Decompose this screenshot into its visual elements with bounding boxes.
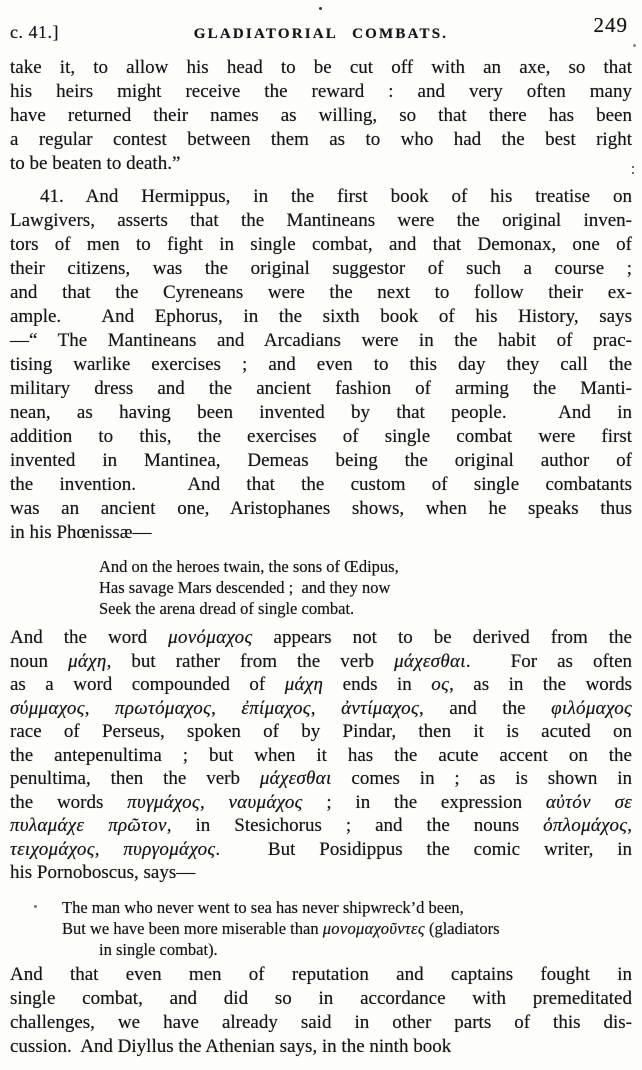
scan-speck — [319, 7, 322, 10]
text-line: and that the Cyreneans were the next to follow their ex- — [10, 282, 632, 303]
text-line: ample. And Ephorus, in the sixth book of his History, says — [10, 306, 632, 327]
text-line: his Pornoboscus, says— — [10, 862, 196, 883]
running-title: GLADIATORIAL COMBATS. — [193, 26, 449, 42]
text-line: single combat, and did so in accordance with premeditated — [10, 987, 632, 1009]
scan-speck — [34, 905, 37, 908]
text-line: in single combat). — [99, 939, 218, 959]
text-block — [10, 56, 632, 1059]
text-line: τειχομάχος, πυργομάχος. But Posidippus the comic writer, in — [10, 838, 632, 860]
page-number: 249 — [593, 13, 628, 37]
text-line: take it, to allow his head to be cut off with an axe, so that — [10, 57, 632, 78]
text-line: Lawgivers, asserts that the Mantineans were the original inven- — [10, 210, 632, 231]
scan-speck — [633, 44, 636, 47]
scan-speck — [632, 166, 634, 168]
text-line: nean, as having been invented by that people. And in — [10, 402, 632, 423]
text-line: challenges, we have already said in other parts of this dis- — [10, 1011, 632, 1033]
text-line: addition to this, the exercises of single combat were first — [10, 426, 632, 447]
text-line: And on the heroes twain, the sons of Œdipus, — [99, 557, 399, 576]
chapter-marker: c. 41.] — [10, 22, 59, 42]
text-line: cussion. And Diyllus the Athenian says, in the ninth book — [10, 1035, 452, 1057]
paragraph — [10, 963, 632, 1059]
text-line: as a word compounded of μάχη ends in ος, as in the words — [10, 674, 633, 695]
text-line: Seek the arena dread of single combat. — [99, 599, 355, 618]
text-line: the invention. And that the custom of single combatants — [10, 474, 632, 495]
text-line: πυλαμάχε πρῶτον, in Stesichorus ; and the nouns ὁπλομάχος, — [10, 815, 633, 836]
text-line: race of Perseus, spoken of by Pindar, then it is acuted on — [10, 721, 632, 742]
running-head — [10, 14, 632, 46]
text-line: military dress and the ancient fashion of arming the Manti- — [10, 378, 632, 399]
scan-speck — [632, 172, 634, 174]
verse-quote — [99, 556, 632, 619]
paragraph — [10, 56, 632, 176]
text-line: his heirs might receive the reward : and very often many — [10, 81, 632, 102]
text-line: 41. And Hermippus, in the first book of his treatise on — [40, 186, 632, 207]
text-line: Has savage Mars descended ; and they now — [99, 578, 391, 597]
text-line: in his Phœnissæ— — [10, 522, 152, 543]
text-line: invented in Mantinea, Demeas being the original author of — [10, 450, 632, 471]
text-line: the antepenultima ; but when it has the acute accent on the — [10, 744, 632, 766]
text-line: The man who never went to sea has never shipwreck’d been, — [62, 897, 464, 917]
text-line: a regular contest between them as to who had the best right — [10, 129, 632, 150]
text-line: the words πυγμάχος, ναυμάχος ; in the expression αὐτόν σε — [10, 791, 633, 813]
text-line: tising warlike exercises ; and even to this day they call the — [10, 354, 632, 375]
text-line: penultima, then the verb μάχεσθαι comes in ; as is shown in — [10, 768, 632, 789]
text-line: their citizens, was the original suggestor of such a course ; — [10, 258, 632, 279]
text-line: to be beaten to death.” — [10, 153, 181, 174]
text-line: was an ancient one, Aristophanes shows, when he speaks thus — [10, 498, 632, 519]
text-line: —“ The Mantineans and Arcadians were in the habit of prac- — [10, 330, 632, 351]
text-line: And the word μονόμαχος appears not to be derived from the — [10, 627, 632, 648]
text-line: But we have been more miserable than μονομαχοῦντες (gladiators — [62, 918, 500, 938]
text-line: have returned their names as willing, so that there has been — [10, 105, 632, 126]
text-line: noun μάχη, but rather from the verb μάχεσθαι. For as often — [10, 650, 633, 672]
verse-quote — [62, 897, 632, 960]
text-line: σύμμαχος, πρωτόμαχος, ἐπίμαχος, ἀντίμαχος, and the φιλόμαχος — [10, 697, 633, 719]
text-line: tors of men to fight in single combat, and that Demonax, one of — [10, 234, 632, 255]
paragraph — [10, 626, 632, 885]
paragraph — [10, 185, 632, 545]
text-line: And that even men of reputation and captains fought in — [10, 963, 632, 985]
